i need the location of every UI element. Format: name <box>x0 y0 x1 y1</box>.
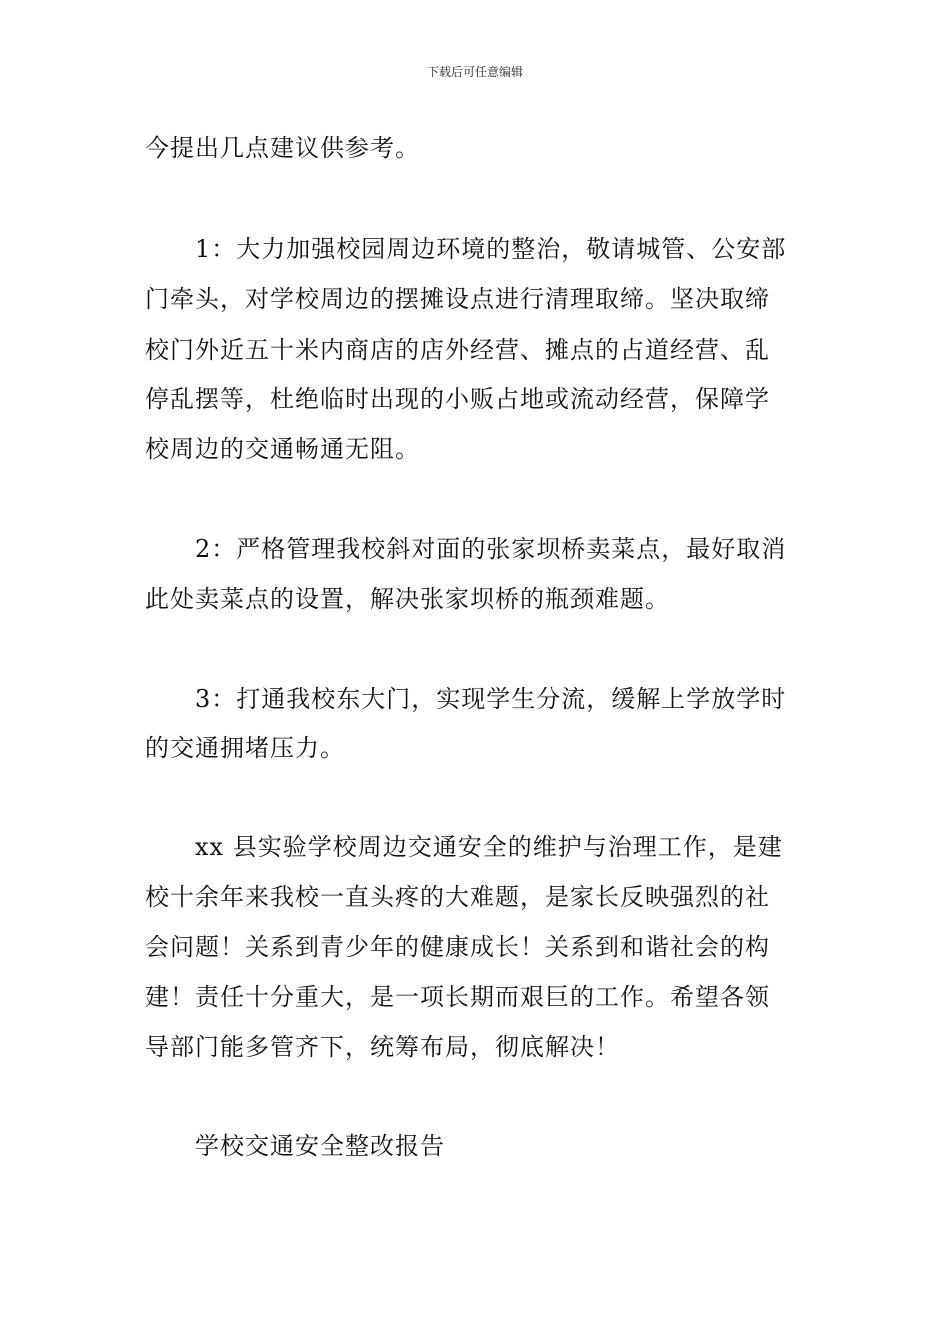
paragraph-line: 2：严格管理我校斜对面的张家坝桥卖菜点，最好取消 <box>195 535 787 563</box>
paragraph-line: 此处卖菜点的设置，解决张家坝桥的瓶颈难题。 <box>145 585 670 613</box>
paragraph-line: 导部门能多管齐下，统筹布局，彻底解决！ <box>145 1033 620 1061</box>
section-title: 学校交通安全整改报告 <box>195 1132 445 1160</box>
paragraph-line: 校十余年来我校一直头疼的大难题，是家长反映强烈的社 <box>145 883 770 911</box>
paragraph-line: 校周边的交通畅通无阻。 <box>145 435 420 463</box>
paragraph-line: 建！责任十分重大，是一项长期而艰巨的工作。希望各领 <box>145 983 770 1011</box>
paragraph-line: 校门外近五十米内商店的店外经营、摊点的占道经营、乱 <box>145 336 770 364</box>
paragraph-line: 1：大力加强校园周边环境的整治，敬请城管、公安部 <box>195 235 787 263</box>
page-header-note: 下载后可任意编辑 <box>426 65 523 79</box>
intro-line: 今提出几点建议供参考。 <box>145 134 420 162</box>
paragraph-line: 的交通拥堵压力。 <box>145 734 345 762</box>
paragraph-line: xx 县实验学校周边交通安全的维护与治理工作，是建 <box>195 833 783 861</box>
paragraph-line: 会问题！关系到青少年的健康成长！关系到和谐社会的构 <box>145 933 770 961</box>
paragraph-line: 停乱摆等，杜绝临时出现的小贩占地或流动经营，保障学 <box>145 385 770 413</box>
paragraph-line: 门牵头，对学校周边的摆摊设点进行清理取缔。坚决取缔 <box>145 285 770 313</box>
paragraph-line: 3：打通我校东大门，实现学生分流，缓解上学放学时 <box>195 685 787 713</box>
